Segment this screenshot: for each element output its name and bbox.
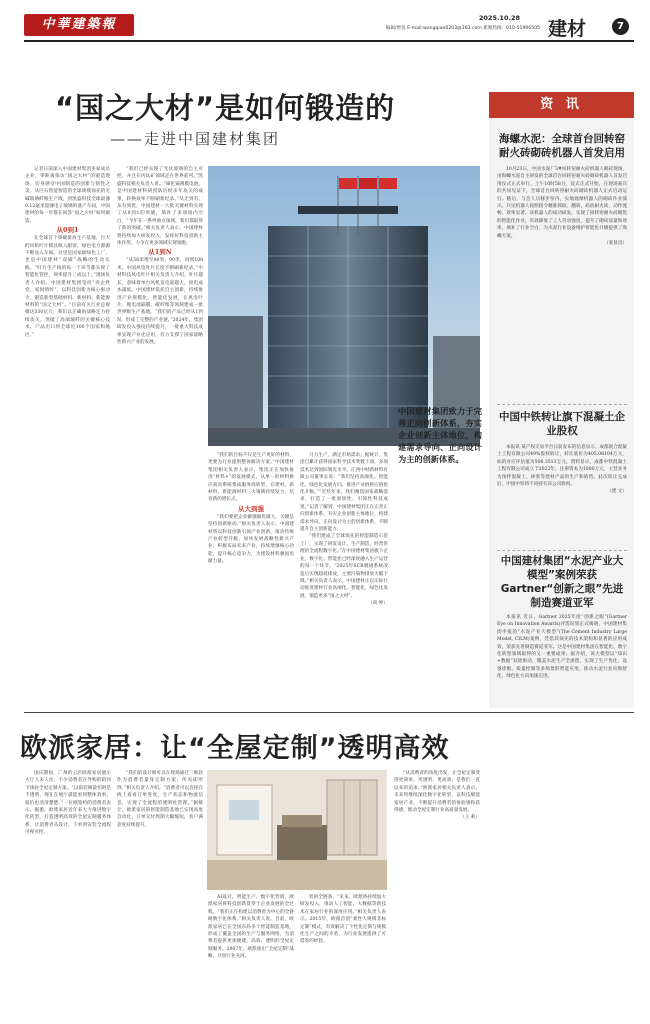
body-paragraph: “从56米增至80米、90米，再到108米，中国风电叶片长度不断刷新纪录。”中材科技风电叶片相关负责人介绍。叶片越长，意味着单台风机发电量越大，度电成本越低。中国建材依托自主创新，持续推进产业规模化、智能化发展，在风电叶片、锂电池隔膜、碳纤维等领域建成一批世界级生产基地。“我们的产品已经从1到N，形成了完整的产业链。”2024年，集团研发投入强度持续提升，一批重大科技成果实现产业化应用，有力支撑了国家战略性新兴产业的发展。 <box>117 258 203 345</box>
building-photo-illustration <box>208 166 480 446</box>
interior-photo <box>207 770 387 890</box>
main-subtitle: ——走进中国建材集团 <box>110 130 281 148</box>
sidebar <box>489 92 634 708</box>
main-article-column-3 <box>208 452 294 694</box>
news-item <box>497 554 627 704</box>
news-item <box>497 410 627 548</box>
news-title: 海螺水泥：全球首台回转窑耐火砖砌砖机器人首发启用 <box>499 133 625 159</box>
bottom-article-column-3 <box>208 894 294 1010</box>
body-paragraph: “我们已经实现了光伏玻璃的自主可控，并且在钙钛矿领域走在世界前列。”凯盛科技相关负责人说。“碲化镉薄膜电池，是中国建材科研团队历经多年攻关的成果，转换效率不断刷新纪录。”从无到有、从有到优，中国建材一大批关键材料实现了从0到1的突破，填补了多项国内空白。“今年在一系列重点领域，我们都取得了新的突破。”相关负责人表示，中国建材将持续加大研发投入，发挥好科技创新主体作用，力争在更多领域实现领跑。 <box>117 167 203 247</box>
bottom-article-column-2 <box>117 770 203 1010</box>
news-divider <box>497 550 627 551</box>
photo-caption <box>398 405 482 465</box>
section-subhead: 从1到N <box>148 248 172 257</box>
main-article-column-1 <box>25 166 110 694</box>
body-paragraph: “我们的目标不仅是生产更好的材料，更要为行业提供整体解决方案。”中国建材集团相关负责人表示，集团正在加快推进“材料+”的发展模式，从单一的材料供应商向系统集成服务商转型，在建材、新材料、新能源材料三大领域持续发力，培育新的增长点。 <box>208 453 294 503</box>
masthead-rule <box>24 40 634 42</box>
body-paragraph: 国庆期间，广州的云店欧派家居展示大厅人来人往，不少消费者在导购的陪同下体验全屋定制方案。“以前装修最怕的是不透明，现在在展厅就能看到整体效果，报价也清清楚楚。”一位刚签约的消费者表示。据悉，欧派家居近年来大力推进数字化转型，打造透明高效的全屋定制服务体系，让消费者从设计、下单到安装全流程可视可控。 <box>25 771 111 836</box>
page-number: 7 <box>612 18 629 35</box>
bottom-article-column-4 <box>300 894 386 1010</box>
interior-photo-illustration <box>207 770 387 890</box>
bottom-article-column-1 <box>25 770 111 1010</box>
author-credit: （王 莉） <box>460 815 480 821</box>
section-subhead: 从大到强 <box>238 504 264 513</box>
body-paragraph: “我们的设计师可以在现场通过三维软件为消费者量身定制方案，所见即所得。”相关负责人介绍。“消费者可以直接在线上查看订单进度、生产状态和物流信息，实现了全流程的透明化管理。”据统计，欧派家居的智能制造基地已实现高度自动化，订单交付周期大幅缩短，客户满意度持续提升。 <box>117 771 203 828</box>
building-photo <box>208 166 480 446</box>
main-article-column-2 <box>117 166 203 694</box>
sidebar-header-label: 资 讯 <box>540 97 583 112</box>
masthead-logo: 中華建築報 <box>41 17 117 32</box>
section-subhead: 从0到1 <box>56 226 79 235</box>
news-title: 中国中铁转让旗下混凝土企业股权 <box>499 411 625 437</box>
masthead-editor-line: 编辑/贾苗 E-mail:wangqian0203@163.com 新闻热线：010-51906505 <box>385 26 540 31</box>
news-item <box>497 132 627 402</box>
news-body: 本报讯 某产权交易平台日前发布的信息显示，成都混合混凝土工程有限公司49%股权转让，转让底价为405.08104万元，标的对应评估值为506.3513万元。资料显示，成都中铁混凝土工程有限公司成立于2022年，注册资本为1000万元，主营业务为预拌混凝土、砂浆等建材产品的生产和销售。此次转让完成后，中国中铁将不再持有该公司股权。 <box>497 445 627 488</box>
body-paragraph: “我们建成了全球领先的智能制造示范工厂，实现了研发设计、生产制造、经营管理的全流程数字化。”在中国建材集团旗下企业，数字化、智能化已经深度融入生产运营的每一个环节。“2025年SCR脱硝系统改造后实现超低排放，主要污染物排放大幅下降。”相关负责人表示。中国建材正以实际行动推进建材行业高端化、智能化、绿色化发展，锻造更多“国之大材”。 <box>300 534 388 599</box>
main-title: “国之大材”是如何锻造的 <box>55 91 396 125</box>
news-author: （张显昌） <box>604 241 627 247</box>
news-body: 10月23日，中国水泥厂3#回转窑耐火砖机器人砌砖现场，由海螺水泥自主研发的全球首台回转窑耐火砖砌砖机器人首发启用仪式正式举行。上午10时58分，仪式正式开始，在现场嘉宾的共同见证下，全球首台回转窑耐火砖砌砖机器人正式启动运行。随后，与会人员移步窑内，实地观摩机器人的砌砖作业演示。只见机器人按照指令精准抓取、翻转、码放耐火砖，动作流畅，效率显著。该机器人的成功研发，实现了回转窑耐火砖砌筑的智能化作业，有效降低了工人劳动强度，提升了砌砖质量和效率，填补了行业空白，为水泥行业设备维护智能化升级提供了海螺方案。 <box>497 167 627 239</box>
masthead-date: 2025.10.28 <box>478 14 520 22</box>
masthead <box>0 0 650 50</box>
bottom-article-column-5 <box>394 770 480 1010</box>
main-article-column-4 <box>300 452 388 694</box>
body-paragraph: 装的全链条。“未来，欧派将持续加大研发投入，推动人工智能、大数据等新技术在家居行业的深度应用。”相关负责人表示。2015年，欧派首创“柔性大规模非标定制”模式，有效解决了个性化定制与规模化生产之间的矛盾，为行业发展提供了可借鉴的经验。 <box>300 895 386 945</box>
body-paragraph: “从消费者的角度出发，让全屋定制变得更简单、更透明、更高效，是我们一直以来的追求。”欧派家居相关负责人表示，未来将继续深化数字化转型，以科技赋能家居产业，不断提升消费者的体验感和获得感，推动全屋定制行业高质量发展。 <box>394 771 480 814</box>
bottom-title: 欧派家居：让“全屋定制”透明高效 <box>20 733 450 764</box>
news-title: 中国建材集团“水泥产业大模型”案例荣获Gartner“创新之眼”先进制造赛道亚军 <box>500 555 624 609</box>
news-divider <box>497 404 627 405</box>
author-credit: （尚 婷） <box>368 601 388 607</box>
body-paragraph: “我们要把企业做强做优做大，关键是坚持创新驱动。”相关负责人表示，中国建材将以科技创新引领产业创新，推动传统产业转型升级，加快发展战略性新兴产业，积极布局未来产业，持续增强核心功能、提升核心竞争力，为建设材料强国贡献力量。 <box>208 514 294 565</box>
body-paragraph: 马力生产，满足市场需求。据统计，集团已累计获得国家科学技术奖数十项，多项技术达到国际领先水平。江西中材新材料有限公司董事长说：“我们坚持高端化、智能化、绿色化发展方向，推进产业链供应链优化升级。”“近些年来，我们聚焦国家战略需求，打造了一批原创性、引领性科技成果。”记者了解到，中国建材集团正在完善正向创新体系，夯实企业创新主体地位，构建需求导向、正向设计为主的创新体系，不断提升自主创新能力。 <box>300 453 388 533</box>
body-paragraph: 在全球首个零碳排放生产基地，巨大的风机叶片模具映入眼帘，绿色电力源源不断送入车间。这里是国家级绿色工厂，也是中国建材“双碳”战略的生动实践。“叶片生产线的每一个环节都实现了智能化管控，效率提升三成以上。”现场负责人介绍。中国建材集团坚持“央企姓党、家国情怀”，以科技创新为核心驱动力，锻造新型基础材料、新材料、新能源材料的“国之大材”。“目前有关行业总规模达330亿元，我们以正确的战略定力持续攻关，突破了高端玻纤的关键核心技术，产品出口到全球近100个国家和地区。” <box>25 236 110 338</box>
sidebar-header <box>489 92 634 118</box>
news-body: 本报讯 近日，Gartner 2025年度“创新之眼”(Gartner Eye on Innovation Awards)评选结果正式揭晓，中国建材集团申报的“水泥产业大模型”(The Cement Industry Large Model, CILM)案例，凭借其领先的技术架构和显著的应用成效，荣获先进制造赛道亚军。这是中国建材集团在智能化、数字化转型领域取得的又一重要成果。据介绍，该大模型以“知识+数据”双轮驱动，覆盖水泥生产全流程，实现了生产优化、设备诊断、质量控制等多场景的智能应用，推动水泥行业向数智化、绿色化方向加速迈进。 <box>497 615 627 680</box>
body-paragraph: AI设计、智能生产、数字化营销，欧派家居将科技创新贯穿于企业发展的全过程。“我们正在构建以消费者为中心的全链路数字化体系。”相关负责人说。目前，欧派家居已在全国布局多个智能制造基地，形成了覆盖全国的生产与服务网络，为消费者提供更加便捷、高效、透明的全屋定制服务。2007年，欧派推出“全屋定制”战略，开创行业先河。 <box>208 895 294 960</box>
section-title: 建材 <box>548 18 587 40</box>
article-separator <box>24 712 634 713</box>
photo-caption-text: 中国建材集团致力于完善正向创新体系，夯实企业创新主体地位，构建需求导向、正向设计为主的创新体系。 <box>398 406 482 464</box>
body-paragraph: 记者日前深入中国建材集团多家成员企业，零距离探访“国之大材”的锻造现场，切身感受中国制造的创新与韧性之美。从巨石智能智造的全球规模领先的无碱玻璃纤维生产线，到凯盛科技全球最薄0.12毫米超薄电子玻璃的量产车间，中国建材的每一步都在回答“国之大材”如何锻造。 <box>25 167 110 224</box>
news-author: （建 文） <box>607 489 627 495</box>
